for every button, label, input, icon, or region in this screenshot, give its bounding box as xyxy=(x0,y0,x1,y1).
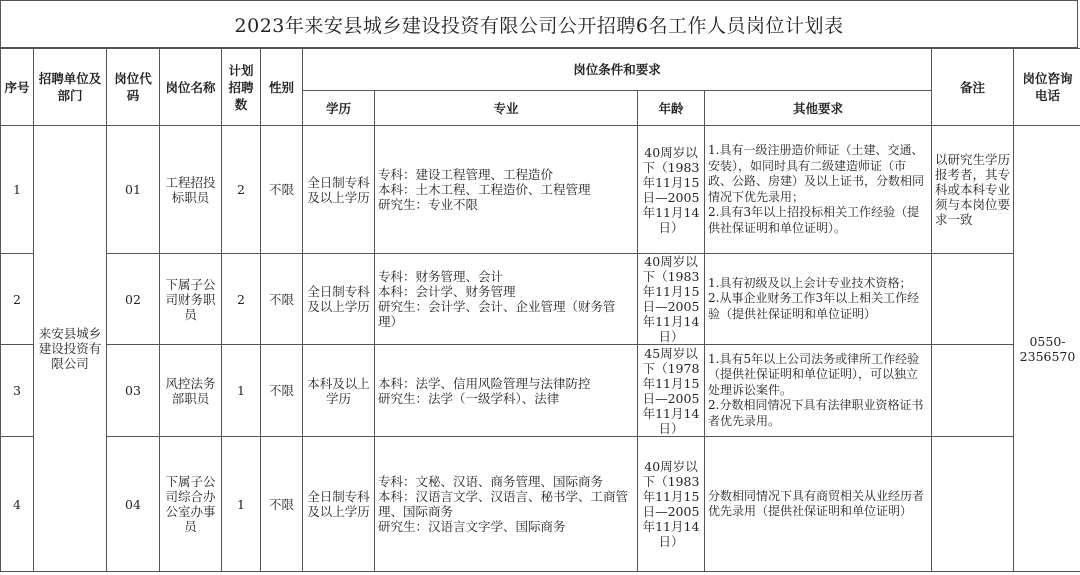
cell-phone: 0550-2356570 xyxy=(1014,126,1080,572)
recruitment-table xyxy=(0,48,1080,572)
cell-age: 45周岁以下（1978年11月15日—2005年11月14日） xyxy=(638,345,705,437)
cell-seq: 3 xyxy=(1,345,34,437)
cell-count: 1 xyxy=(222,345,261,437)
cell-code: 04 xyxy=(107,437,160,572)
cell-gender: 不限 xyxy=(261,345,303,437)
cell-remark-empty xyxy=(932,254,1014,345)
header-phone: 岗位咨询电话 xyxy=(1014,49,1080,126)
table-row xyxy=(1,126,1080,254)
cell-count: 2 xyxy=(222,254,261,345)
cell-code: 02 xyxy=(107,254,160,345)
cell-other: 1.具有5年以上公司法务或律所工作经验（提供社保证明和单位证明），可以独立处理诉讼案件。 2.分数相同情况下具有法律职业资格证书者优先录用。 xyxy=(705,345,932,437)
table-row xyxy=(1,345,1080,437)
header-remark: 备注 xyxy=(932,49,1014,126)
cell-education: 全日制专科及以上学历 xyxy=(303,126,375,254)
cell-post-name: 风控法务部职员 xyxy=(160,345,222,437)
cell-code: 01 xyxy=(107,126,160,254)
document-title: 2023年来安县城乡建设投资有限公司公开招聘6名工作人员岗位计划表 xyxy=(0,0,1078,48)
cell-age: 40周岁以下（1983年11月15日—2005年11月14日） xyxy=(638,437,705,572)
header-unit: 招聘单位及部门 xyxy=(34,49,107,126)
cell-remark: 以研究生学历报考者，其专科或本科专业须与本岗位要求一致 xyxy=(932,126,1014,254)
cell-other: 1.具有初级及以上会计专业技术资格； 2.从事企业财务工作3年以上相关工作经验（提供社保证明和单位证明） xyxy=(705,254,932,345)
cell-gender: 不限 xyxy=(261,254,303,345)
cell-major: 专科：文秘、汉语、商务管理、国际商务 本科：汉语言文学、汉语言、秘书学、工商管理、国际商务 研究生：汉语言文字学、国际商务 xyxy=(375,437,638,572)
header-name: 岗位名称 xyxy=(160,49,222,126)
cell-education: 全日制专科及以上学历 xyxy=(303,254,375,345)
cell-remark-empty xyxy=(932,437,1014,572)
cell-remark-empty xyxy=(932,345,1014,437)
cell-age: 40周岁以下（1983年11月15日—2005年11月14日） xyxy=(638,254,705,345)
cell-count: 1 xyxy=(222,437,261,572)
cell-major: 本科：法学、信用风险管理与法律防控 研究生：法学（一级学科）、法律 xyxy=(375,345,638,437)
cell-seq: 4 xyxy=(1,437,34,572)
header-other: 其他要求 xyxy=(705,91,932,126)
cell-seq: 2 xyxy=(1,254,34,345)
header-count: 计划招聘数 xyxy=(222,49,261,126)
cell-education: 全日制专科及以上学历 xyxy=(303,437,375,572)
header-gender: 性别 xyxy=(261,49,303,126)
table-row xyxy=(1,437,1080,572)
cell-gender: 不限 xyxy=(261,437,303,572)
header-education: 学历 xyxy=(303,91,375,126)
cell-post-name: 下属子公司财务职员 xyxy=(160,254,222,345)
cell-post-name: 下属子公司综合办公室办事员 xyxy=(160,437,222,572)
header-age: 年龄 xyxy=(638,91,705,126)
table-row xyxy=(1,254,1080,345)
cell-education: 本科及以上学历 xyxy=(303,345,375,437)
header-major: 专业 xyxy=(375,91,638,126)
cell-gender: 不限 xyxy=(261,126,303,254)
header-seq: 序号 xyxy=(1,49,34,126)
cell-unit: 来安县城乡建设投资有限公司 xyxy=(34,126,107,572)
cell-major: 专科：财务管理、会计 本科：会计学、财务管理 研究生：会计学、会计、企业管理（财务管理） xyxy=(375,254,638,345)
cell-post-name: 工程招投标职员 xyxy=(160,126,222,254)
cell-age: 40周岁以下（1983年11月15日—2005年11月14日） xyxy=(638,126,705,254)
cell-other: 1.具有一级注册造价师证（土建、交通、安装），如同时具有二级建造师证（市政、公路、房建）及以上证书，分数相同情况下优先录用； 2.具有3年以上招投标相关工作经验（提供社保证明和单位证明）。 xyxy=(705,126,932,254)
cell-other: 分数相同情况下具有商贸相关从业经历者优先录用（提供社保证明和单位证明） xyxy=(705,437,932,572)
cell-code: 03 xyxy=(107,345,160,437)
cell-count: 2 xyxy=(222,126,261,254)
cell-seq: 1 xyxy=(1,126,34,254)
cell-major: 专科：建设工程管理、工程造价 本科：土木工程、工程造价、工程管理 研究生：专业不限 xyxy=(375,126,638,254)
header-code: 岗位代码 xyxy=(107,49,160,126)
header-conditions: 岗位条件和要求 xyxy=(303,49,932,91)
